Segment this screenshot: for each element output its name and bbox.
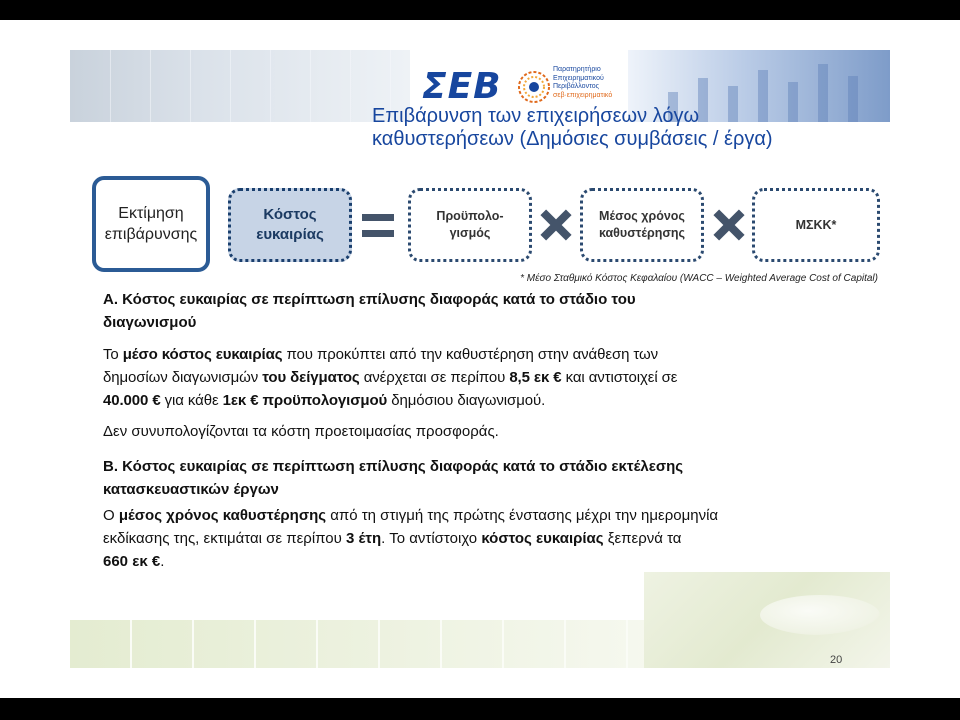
seb-logo: ΣΕΒ Παρατηρητήριο Επιχειρηματικού Περιβάλλοντος σεβ·επιχειρηματικό bbox=[422, 66, 613, 107]
page-number: 20 bbox=[830, 654, 843, 666]
section-a-note: Δεν συνυπολογίζονται τα κόστη προετοιμασίας προσφοράς. bbox=[103, 423, 499, 440]
multiply-icon bbox=[541, 210, 571, 240]
section-a-paragraph: Το μέσο κόστος ευκαιρίας που προκύπτει από την καθυστέρηση στην ανάθεση των δημοσίων διαγωνισμών του δείγματος ανέρχεται σε περίπου 8,5 εκ € και αντιστοιχεί σε 40.000 € για κάθε 1εκ € προϋπολογισμού δημόσιου διαγωνισμού. bbox=[103, 346, 678, 409]
estimate-box: Εκτίμηση επιβάρυνσης bbox=[92, 176, 210, 272]
delay-time-box: Μέσος χρόνος καθυστέρησης bbox=[580, 188, 704, 262]
multiply-icon bbox=[714, 210, 744, 240]
wacc-footnote: * Μέσο Σταθμικό Κόστος Κεφαλαίου (WACC – Weighted Average Cost of Capital) bbox=[520, 273, 878, 284]
opportunity-cost-box: Κόστος ευκαιρίας bbox=[228, 188, 352, 262]
header-photo-left bbox=[70, 50, 410, 122]
logo-swirl-icon bbox=[514, 67, 554, 107]
equals-icon bbox=[362, 211, 394, 241]
footer-band bbox=[70, 620, 690, 668]
page-title: Επιβάρυνση των επιχειρήσεων λόγω καθυστερήσεων (Δημόσιες συμβάσεις / έργα) bbox=[372, 105, 773, 150]
section-b-paragraph: Ο μέσος χρόνος καθυστέρησης από τη στιγμή της πρώτης ένστασης μέχρι την ημερομηνία εκδίκασης της, εκτιμάται σε περίπου 3 έτη. Το αντίστοιχο κόστος ευκαιρίας ξεπερνά τα 660 εκ €. bbox=[103, 507, 719, 570]
budget-box: Προϋπολο- γισμός bbox=[408, 188, 532, 262]
wacc-box: ΜΣΚΚ* bbox=[752, 188, 880, 262]
footer-hand-image bbox=[760, 595, 880, 635]
section-a-heading: Α. Κόστος ευκαιρίας σε περίπτωση επίλυσης διαφοράς κατά το στάδιο του διαγωνισμού bbox=[103, 291, 636, 331]
slide bbox=[0, 20, 960, 698]
section-b-heading: Β. Κόστος ευκαιρίας σε περίπτωση επίλυσης διαφοράς κατά το στάδιο εκτέλεσης κατασκευαστικών έργων bbox=[103, 458, 684, 498]
